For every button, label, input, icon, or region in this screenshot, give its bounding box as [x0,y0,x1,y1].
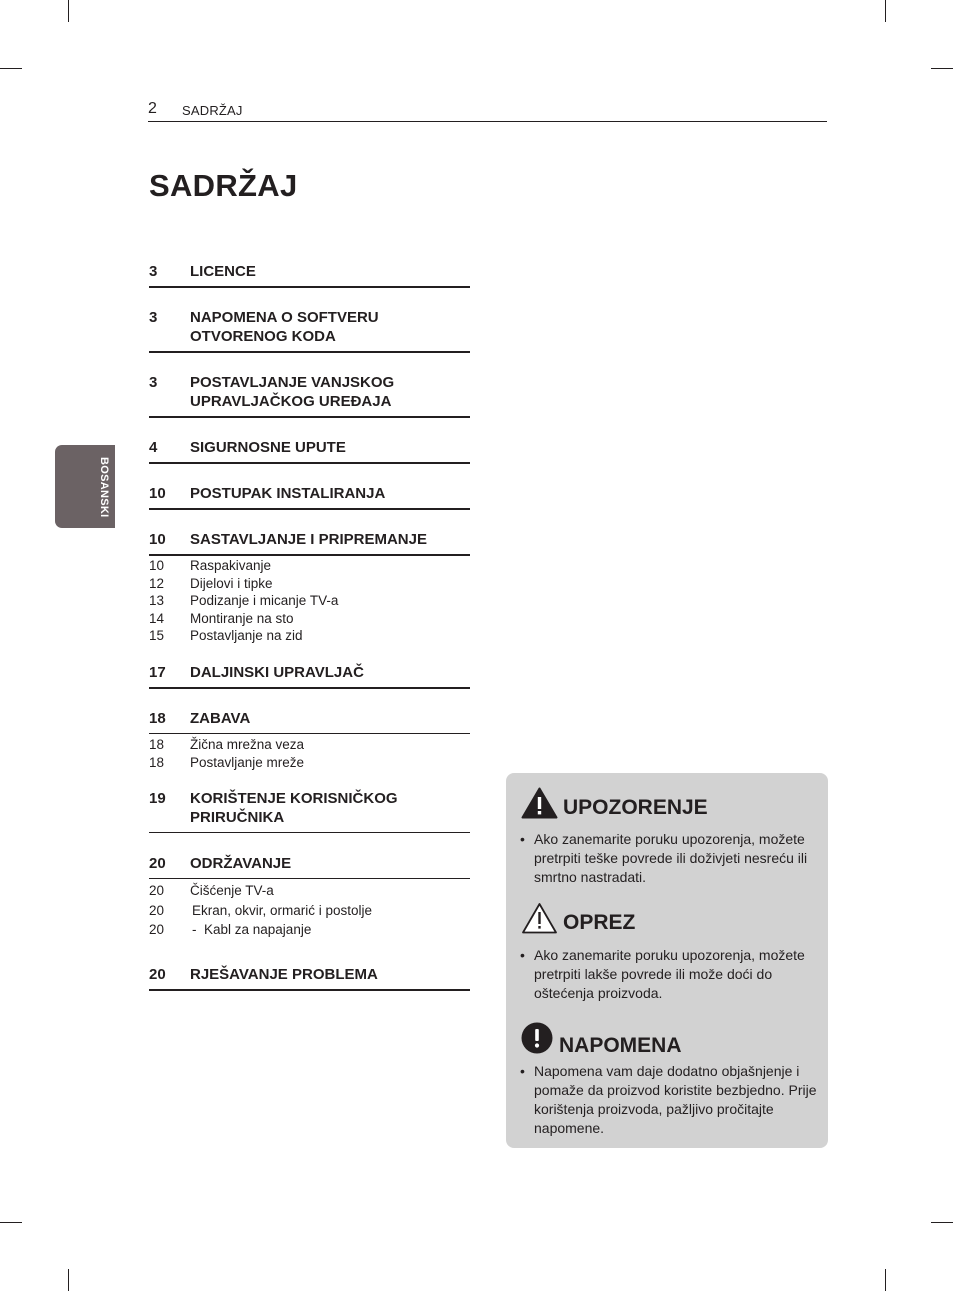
toc-section-title: NAPOMENA O SOFTVERU OTVORENOG KODA [190,309,379,345]
toc-subsection[interactable] [149,881,470,901]
warning-text-content: Ako zanemarite poruku upozorenja, možete pretrpiti teške povrede ili doživjeti nesreću ili smrtno nastradati. [534,831,808,885]
toc-section-page: 18 [149,710,166,727]
note-label: NAPOMENA [559,1034,682,1057]
toc-section-title: RJEŠAVANJE PROBLEMA [190,966,378,983]
toc-section-page: 20 [149,855,166,872]
toc-section[interactable] [149,965,470,991]
toc-subsection-page: 20 [149,922,165,937]
toc-subsection-list [149,881,470,940]
toc-subsection[interactable] [149,610,470,628]
toc-section-page: 17 [149,664,166,681]
toc-subsection[interactable] [149,901,470,921]
warning-triangle-filled-icon [521,787,558,819]
toc-section-page: 3 [149,263,158,280]
toc-subsection-title: Dijelovi i tipke [190,575,273,591]
bullet-icon: • [520,947,525,963]
toc-section-title: POSTUPAK INSTALIRANJA [190,485,386,502]
toc-section[interactable] [149,709,470,734]
toc-subsection-title: - Kabl za napajanje [192,922,312,937]
toc-section-page: 20 [149,966,166,983]
toc-subsection-page: 13 [149,593,165,608]
toc-section[interactable] [149,530,470,556]
toc-section-page: 4 [149,439,158,456]
language-side-tab-label: BOSANSKI [98,456,110,518]
toc-section-title: KORIŠTENJE KORISNIČKOG PRIRUČNIKA [190,790,398,826]
warning-label: UPOZORENJE [563,796,708,819]
toc-subsection-page: 15 [149,628,165,643]
page-title: SADRŽAJ [149,168,298,203]
running-title: SADRŽAJ [182,103,243,118]
toc-subsection-title: Podizanje i micanje TV-a [190,593,339,608]
crop-mark [885,1269,886,1291]
toc-section[interactable] [149,789,470,833]
crop-mark [931,68,953,69]
crop-mark [68,0,69,22]
toc-subsection[interactable] [149,920,470,940]
toc-section-page: 19 [149,790,166,807]
caution-heading [521,901,635,935]
toc-subsection-page: 12 [149,575,165,591]
toc-section-title: LICENCE [190,263,256,280]
page-header [148,100,827,122]
crop-mark [0,68,22,69]
note-exclamation-circle-icon [521,1022,553,1054]
toc-section[interactable] [149,438,470,464]
toc-subsection[interactable] [149,592,470,610]
toc-section[interactable] [149,373,470,418]
toc-subsection-page: 14 [149,610,165,626]
toc-section[interactable] [149,308,470,353]
note-text-content: Napomena vam daje dodatno objašnjenje i pomaže da proizvod koristite bezbjedno. Prije korištenja proizvoda, pažljivo pročitajte napomene. [534,1063,817,1136]
toc-section-page: 10 [149,531,166,548]
toc-subsection[interactable] [149,754,470,772]
note-heading [521,1018,682,1058]
crop-mark [0,1222,22,1223]
bullet-icon: • [520,1063,525,1079]
toc-section-title: SIGURNOSNE UPUTE [190,439,346,456]
toc-subsection-list [149,736,470,771]
toc-subsection-page: 18 [149,737,165,752]
toc-subsection[interactable] [149,575,470,593]
toc-section[interactable] [149,262,470,288]
toc-subsection-page: 18 [149,754,165,770]
toc-subsection[interactable] [149,627,470,645]
crop-mark [931,1222,953,1223]
toc-subsection-title: Montiranje na sto [190,610,294,626]
caution-text [520,946,819,1003]
toc-section-title: POSTAVLJANJE VANJSKOG UPRAVLJAČKOG UREĐAJA [190,374,395,410]
crop-mark [68,1269,69,1291]
toc-subsection-page: 10 [149,558,165,573]
toc-subsection[interactable] [149,736,470,754]
warning-text [520,830,819,887]
toc-subsection-title: Postavljanje na zid [190,628,303,643]
toc-section-title: ZABAVA [190,710,251,727]
toc-section-page: 3 [149,309,158,326]
toc-section-title: ODRŽAVANJE [190,855,292,872]
notices-panel [506,773,828,1148]
toc-subsection-title: Ekran, okvir, ormarić i postolje [192,902,373,918]
toc-subsection-title: Raspakivanje [190,558,272,573]
toc-section-page: 3 [149,374,158,391]
toc-subsection-page: 20 [149,902,165,918]
toc-subsection-title: Žična mrežna veza [190,737,305,752]
toc-section[interactable] [149,484,470,510]
caution-text-content: Ako zanemarite poruku upozorenja, možete pretrpiti lakše povrede ili može doći do oštećenja proizvoda. [534,947,805,1001]
crop-mark [885,0,886,22]
toc-section-title: SASTAVLJANJE I PRIPREMANJE [190,531,427,548]
toc-subsection-page: 20 [149,883,165,898]
toc-section[interactable] [149,854,470,879]
caution-label: OPREZ [563,911,636,934]
warning-heading [521,786,708,820]
toc-section-page: 10 [149,485,166,502]
toc-subsection-title: Čišćenje TV-a [190,883,274,898]
page-number: 2 [148,100,157,117]
bullet-icon: • [520,831,525,847]
toc-section-title: DALJINSKI UPRAVLJAČ [190,664,364,681]
toc-subsection[interactable] [149,557,470,575]
toc-subsection-list [149,557,470,645]
toc-section[interactable] [149,663,470,689]
toc-subsection-title: Postavljanje mreže [190,754,305,770]
caution-triangle-outline-icon [521,902,558,934]
note-text [520,1062,819,1138]
